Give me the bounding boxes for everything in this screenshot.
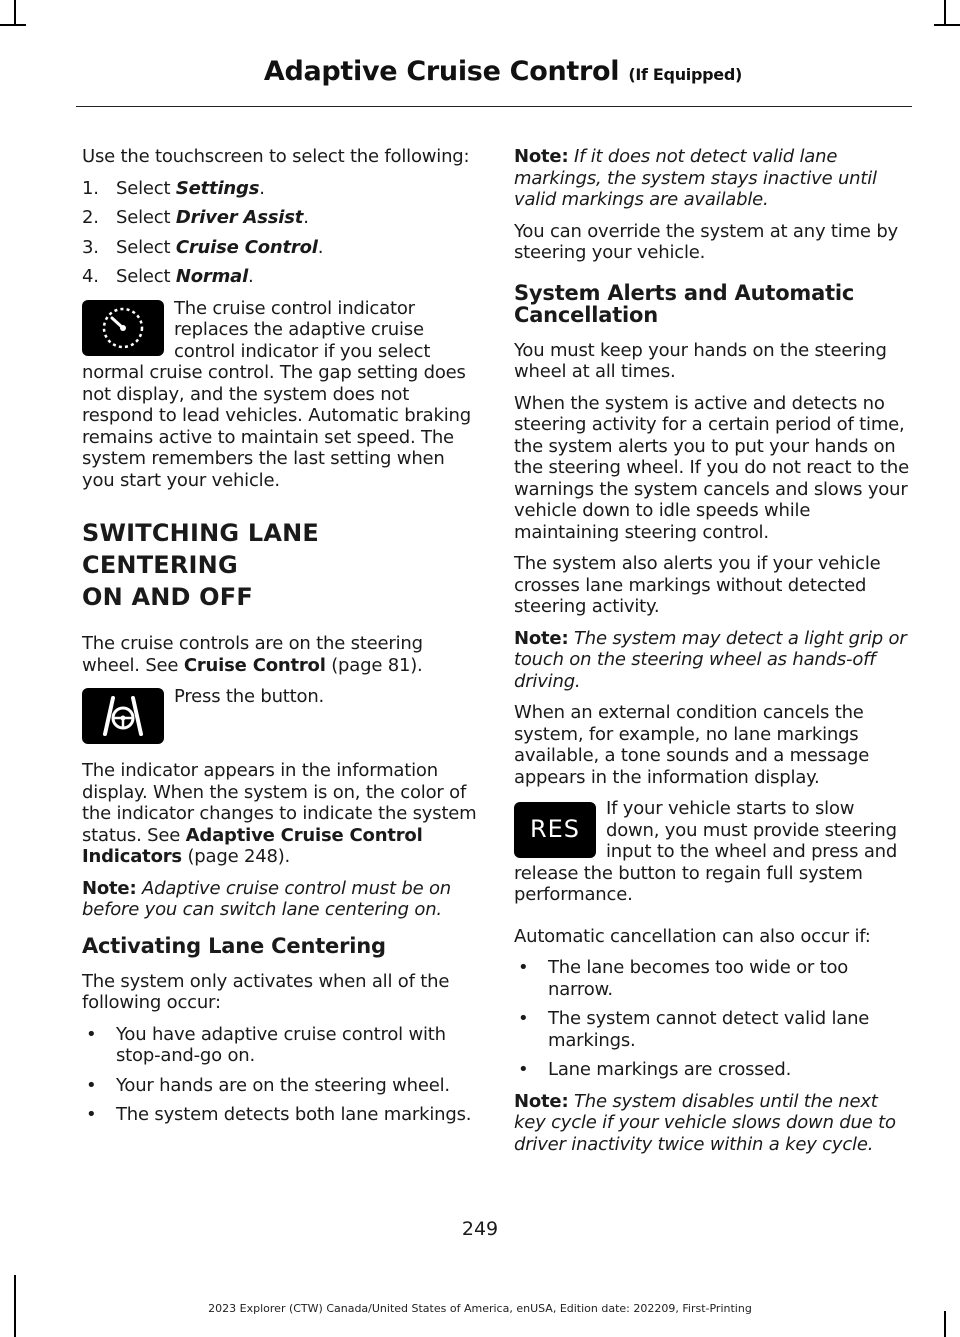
hands-text: You must keep your hands on the steering wheel at all times. [514,339,887,382]
cruise-control-indicator-icon [82,300,164,356]
note: Note: The system may detect a light grip or touch on the steering wheel as hands-off driving. [514,627,907,692]
page-title: Adaptive Cruise Control [263,56,620,87]
page-header [264,56,742,87]
acc-indicators-link[interactable]: Adaptive Cruise Control Indicators [82,824,423,867]
activating-intro: The system only activates when all of the following occur: [82,970,450,1013]
page-title-qualifier: (If Equipped) [628,65,742,84]
left-column [82,146,478,1136]
step-target: Normal [175,266,249,287]
subsection-heading: Activating Lane Centering [82,933,386,958]
auto-cancel-intro: Automatic cancellation can also occur if: [514,925,871,947]
external-condition-text: When an external condition cancels the system, for example, no lane markings available, a tone sounds and a message appears in the information display. [514,702,870,788]
indicator-description: The cruise control indicator replaces the adaptive cruise control indicator if you select normal cruise control. The gap setting does not display, and the system does not respond to lead vehicles. Automatic braking remains active to maintain set speed. The system remembers the last setting when you start your vehicle. [82,297,471,491]
list-item: • The system detects both lane markings. [86,1104,472,1125]
step-item: 1. Select Settings. [82,177,265,199]
step-item: 4. Select Normal. [82,266,254,287]
list-item: • The lane becomes too wide or too narrow. [518,957,849,1000]
crop-mark [934,24,960,26]
controls-text: The cruise controls are on the steering wheel. See Cruise Control (page 81). [82,633,423,676]
activation-conditions-list [82,1024,478,1126]
step-item: 2. Select Driver Assist. [82,207,309,228]
subsection-heading: System Alerts and Automatic Cancellation [514,280,855,327]
step-item: 3. Select Cruise Control. [82,236,324,258]
cruise-control-link[interactable]: Cruise Control [183,654,326,676]
step-target: Settings [175,177,260,199]
note: Note: Adaptive cruise control must be on before you can switch lane centering on. [82,877,452,920]
crop-mark [944,0,946,26]
lane-centering-icon [82,688,164,744]
step-target: Cruise Control [175,236,318,258]
auto-cancel-list [514,957,910,1081]
settings-steps [82,178,478,288]
section-heading: SWITCHING LANE CENTERING ON AND OFF [82,519,319,611]
slow-down-text: If your vehicle starts to slow down, you must provide steering input to the wheel and press and release the button to regain full system performance. [514,798,898,905]
indicator-status-text: The indicator appears in the information display. When the system is on, the color of the indicator changes to indicate the system status. See Adaptive Cruise Control Indicators (page 248). [82,760,477,867]
crosses-text: The system also alerts you if your vehicle crosses lane markings without detected steering activity. [514,553,881,617]
res-button-icon: RES [514,802,596,858]
intro-text: Use the touchscreen to select the following: [82,146,470,167]
page-number: 249 [461,1218,499,1240]
step-target: Driver Assist [175,207,304,228]
crop-mark [0,24,26,26]
header-rule [76,106,912,107]
list-item: • You have adaptive cruise control with stop-and-go on. [86,1023,446,1066]
crop-mark [14,0,16,26]
page-footer: 2023 Explorer (CTW) Canada/United States of America, enUSA, Edition date: 202209, First-Printing [208,1302,752,1315]
list-item: • Your hands are on the steering wheel. [86,1074,450,1096]
list-item: • The system cannot detect valid lane markings. [518,1008,870,1051]
right-column [514,146,910,1165]
press-button-text: Press the button. [174,686,325,707]
list-item: • Lane markings are crossed. [518,1059,792,1080]
note: Note: If it does not detect valid lane markings, the system stays inactive until valid markings are available. [514,146,877,210]
override-text: You can override the system at any time by steering your vehicle. [514,220,898,263]
note: Note: The system disables until the next key cycle if your vehicle slows down due to driver inactivity twice within a key cycle. [514,1090,896,1155]
active-text: When the system is active and detects no steering activity for a certain period of time, the system alerts you to put your hands on the steering wheel. If you do not react to the warnings the system cancels and slows your vehicle down to idle speeds while maintaining steering control. [514,392,909,543]
